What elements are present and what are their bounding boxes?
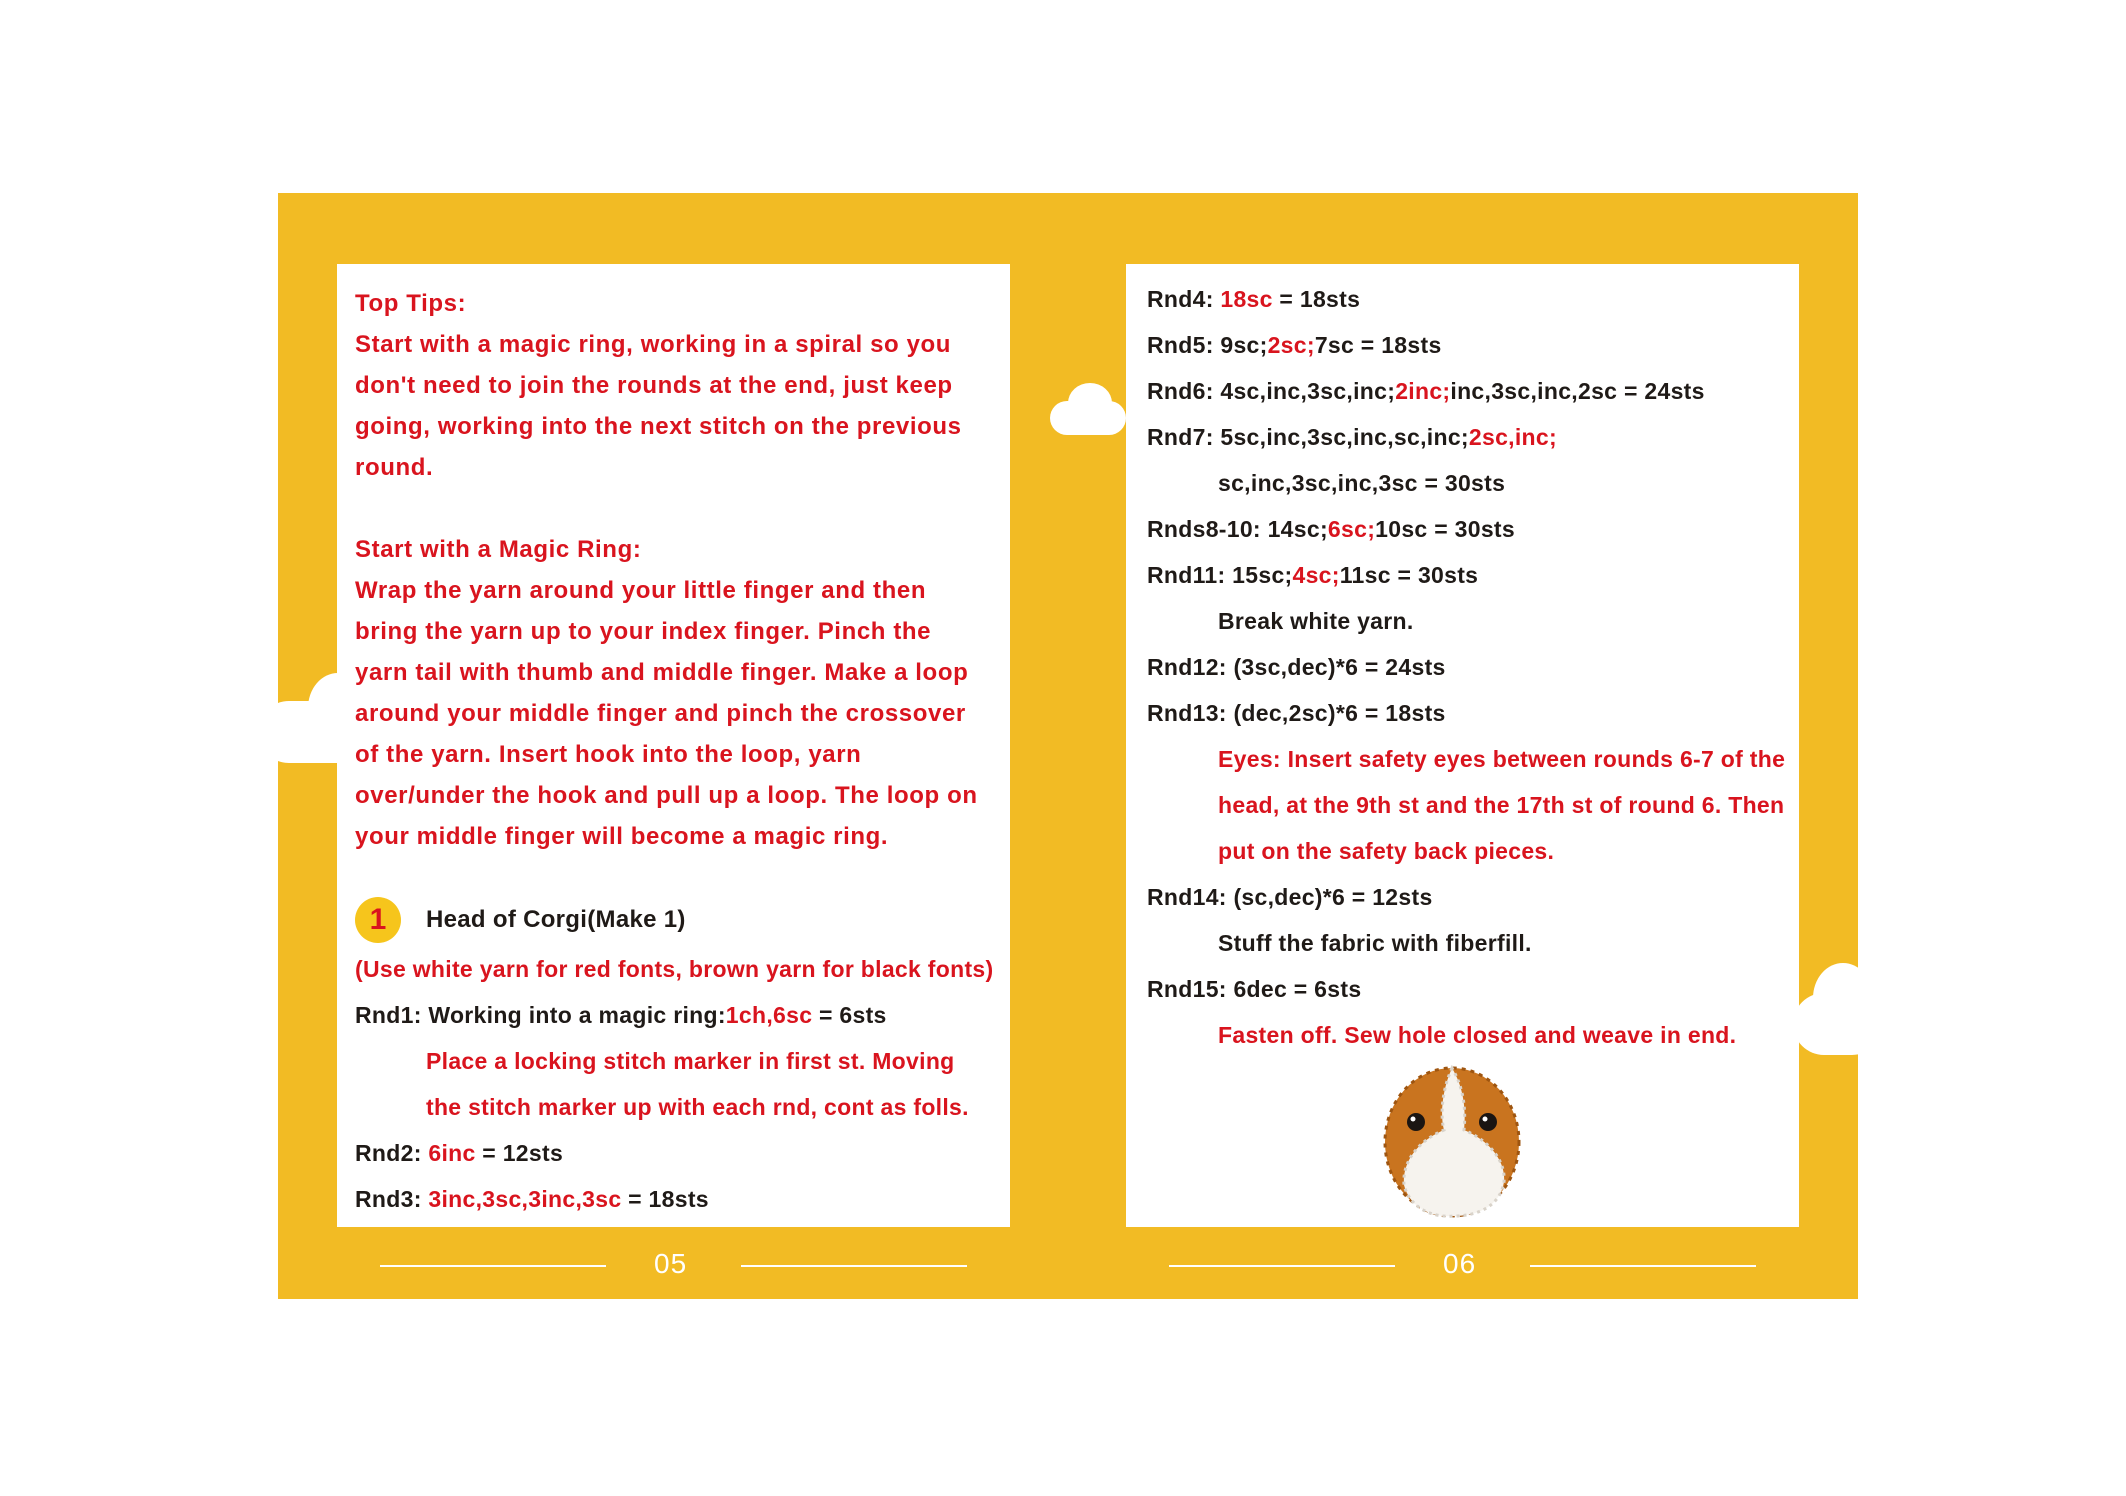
magic-ring-line: around your middle finger and pinch the crossover: [355, 700, 966, 727]
magic-ring-line: over/under the hook and pull up a loop. The loop on: [355, 782, 978, 809]
footer-divider: [1530, 1265, 1756, 1267]
page-number: 06: [1443, 1248, 1477, 1279]
rnd3-line: Rnd3: 3inc,3sc,3inc,3sc = 18sts: [355, 1186, 709, 1212]
rnd1-line: Rnd1: Working into a magic ring:1ch,6sc = 6sts: [355, 1002, 887, 1028]
page-05: [337, 264, 1010, 1227]
section-number: 1: [369, 903, 387, 936]
rnd1-note: Place a locking stitch marker in first st. Moving: [426, 1048, 955, 1074]
footer-divider: [380, 1265, 606, 1267]
rnd14-line: Rnd14: (sc,dec)*6 = 12sts: [1147, 884, 1433, 910]
rnd15-line: Rnd15: 6dec = 6sts: [1147, 976, 1362, 1002]
tips-line: don't need to join the rounds at the end, just keep: [355, 372, 953, 399]
corgi-head-image: [1380, 1060, 1530, 1218]
rnd12-line: Rnd12: (3sc,dec)*6 = 24sts: [1147, 654, 1446, 680]
footer-divider: [1169, 1265, 1395, 1267]
break-yarn-note: Break white yarn.: [1218, 608, 1414, 634]
booklet-spread: [278, 193, 1858, 1299]
magic-ring-line: of the yarn. Insert hook into the loop, yarn: [355, 741, 862, 768]
eyes-note: Eyes: Insert safety eyes between rounds 6-7 of the: [1218, 746, 1786, 772]
section-title: Head of Corgi(Make 1): [426, 906, 686, 933]
rnd5-line: Rnd5: 9sc;2sc;7sc = 18sts: [1147, 332, 1442, 358]
rnd4-line: Rnd4: 18sc = 18sts: [1147, 286, 1361, 312]
footer-divider: [741, 1265, 967, 1267]
tips-title: Top Tips:: [355, 290, 467, 317]
magic-ring-title: Start with a Magic Ring:: [355, 536, 642, 563]
rnd11-line: Rnd11: 15sc;4sc;11sc = 30sts: [1147, 562, 1479, 588]
rnd13-line: Rnd13: (dec,2sc)*6 = 18sts: [1147, 700, 1446, 726]
eyes-note: head, at the 9th st and the 17th st of round 6. Then: [1218, 792, 1785, 818]
rnd7-line: Rnd7: 5sc,inc,3sc,inc,sc,inc;2sc,inc;: [1147, 424, 1557, 450]
stuff-note: Stuff the fabric with fiberfill.: [1218, 930, 1532, 956]
rnd2-line: Rnd2: 6inc = 12sts: [355, 1140, 564, 1166]
page-number: 05: [654, 1248, 688, 1279]
magic-ring-line: yarn tail with thumb and middle finger. Make a loop: [355, 659, 969, 686]
section-number-badge: [355, 897, 401, 943]
magic-ring-line: your middle finger will become a magic ring.: [355, 823, 889, 850]
tips-line: going, working into the next stitch on the previous: [355, 413, 962, 440]
magic-ring-line: bring the yarn up to your index finger. Pinch the: [355, 618, 932, 645]
rnd6-line: Rnd6: 4sc,inc,3sc,inc;2inc;inc,3sc,inc,2sc = 24sts: [1147, 378, 1705, 404]
magic-ring-line: Wrap the yarn around your little finger and then: [355, 577, 927, 604]
fasten-off-note: Fasten off. Sew hole closed and weave in end.: [1218, 1022, 1737, 1048]
page-06: [1126, 264, 1799, 1227]
rnd7-continued: sc,inc,3sc,inc,3sc = 30sts: [1218, 470, 1506, 496]
yarn-note: (Use white yarn for red fonts, brown yarn for black fonts): [355, 956, 994, 982]
eyes-note: put on the safety back pieces.: [1218, 838, 1555, 864]
rnd8-10-line: Rnds8-10: 14sc;6sc;10sc = 30sts: [1147, 516, 1515, 542]
tips-line: Start with a magic ring, working in a spiral so you: [355, 331, 952, 358]
tips-line: round.: [355, 454, 434, 481]
rnd1-note: the stitch marker up with each rnd, cont as folls.: [426, 1094, 969, 1120]
cloud-decoration-middle-bump: [1068, 383, 1112, 423]
